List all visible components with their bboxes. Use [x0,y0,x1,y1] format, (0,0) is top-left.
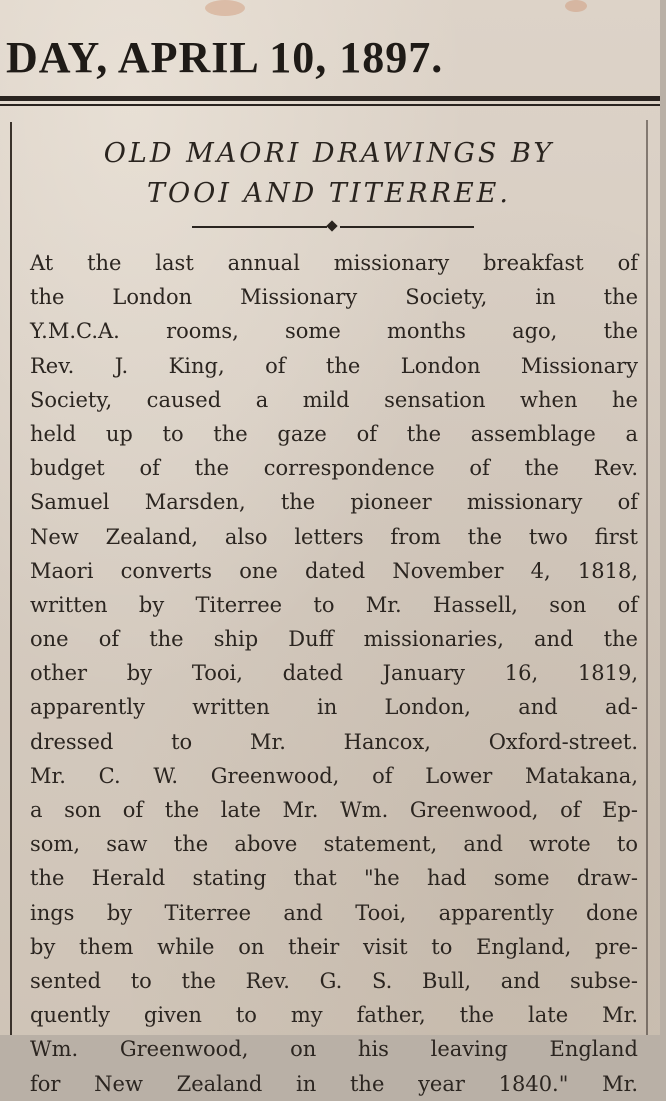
body-line: Wm. Greenwood, on his leaving England [30,1037,638,1062]
diamond-ornament-icon [326,220,337,231]
body-line: by them while on their visit to England, pre- [30,934,638,959]
ink-stain [565,0,587,12]
header-rule-thin [0,104,660,106]
body-line: one of the ship Duff missionaries, and the [30,627,638,652]
body-line: Samuel Marsden, the pioneer missionary of [30,490,638,515]
body-line: Rev. J. King, of the London Missionary [30,353,638,378]
body-line: Maori converts one dated November 4, 1818, [30,558,638,583]
body-line: quently given to my father, the late Mr. [30,1003,638,1028]
body-line: Society, caused a mild sensation when he [30,387,638,412]
body-line: ings by Titerree and Tooi, apparently done [30,900,638,925]
body-line: Y.M.C.A. rooms, some months ago, the [30,319,638,344]
article-title-line-1: OLD MAORI DRAWINGS BY [103,138,555,169]
body-line: the Herald stating that "he had some draw- [30,866,638,891]
body-line: Mr. C. W. Greenwood, of Lower Matakana, [30,763,638,788]
body-line: budget of the correspondence of the Rev. [30,456,638,481]
body-line: the London Missionary Society, in the [30,285,638,310]
body-line: for New Zealand in the year 1840." Mr. [30,1071,638,1096]
body-line: written by Titerree to Mr. Hassell, son of [30,592,638,617]
body-line: New Zealand, also letters from the two first [30,524,638,549]
article-body [30,246,638,1101]
column-border-left [10,122,12,1035]
body-line: other by Tooi, dated January 16, 1819, [30,661,638,686]
ink-stain [205,0,245,16]
body-line: held up to the gaze of the assemblage a [30,421,638,446]
body-line: apparently written in London, and ad- [30,695,638,720]
dateline: DAY, APRIL 10, 1897. [6,33,444,82]
body-line: som, saw the above statement, and wrote to [30,832,638,857]
body-line: a son of the late Mr. Wm. Greenwood, of Ep- [30,798,638,822]
header-rule-thick [0,96,660,101]
column-border-right [646,120,648,1035]
body-line: At the last annual missionary breakfast of [30,251,638,275]
body-line: sented to the Rev. G. S. Bull, and subse- [30,968,638,993]
body-line: dressed to Mr. Hancox, Oxford-street. [30,729,638,754]
article-title-line-2: TOOI AND TITERREE. [147,178,511,209]
title-ornament-divider [192,222,474,232]
